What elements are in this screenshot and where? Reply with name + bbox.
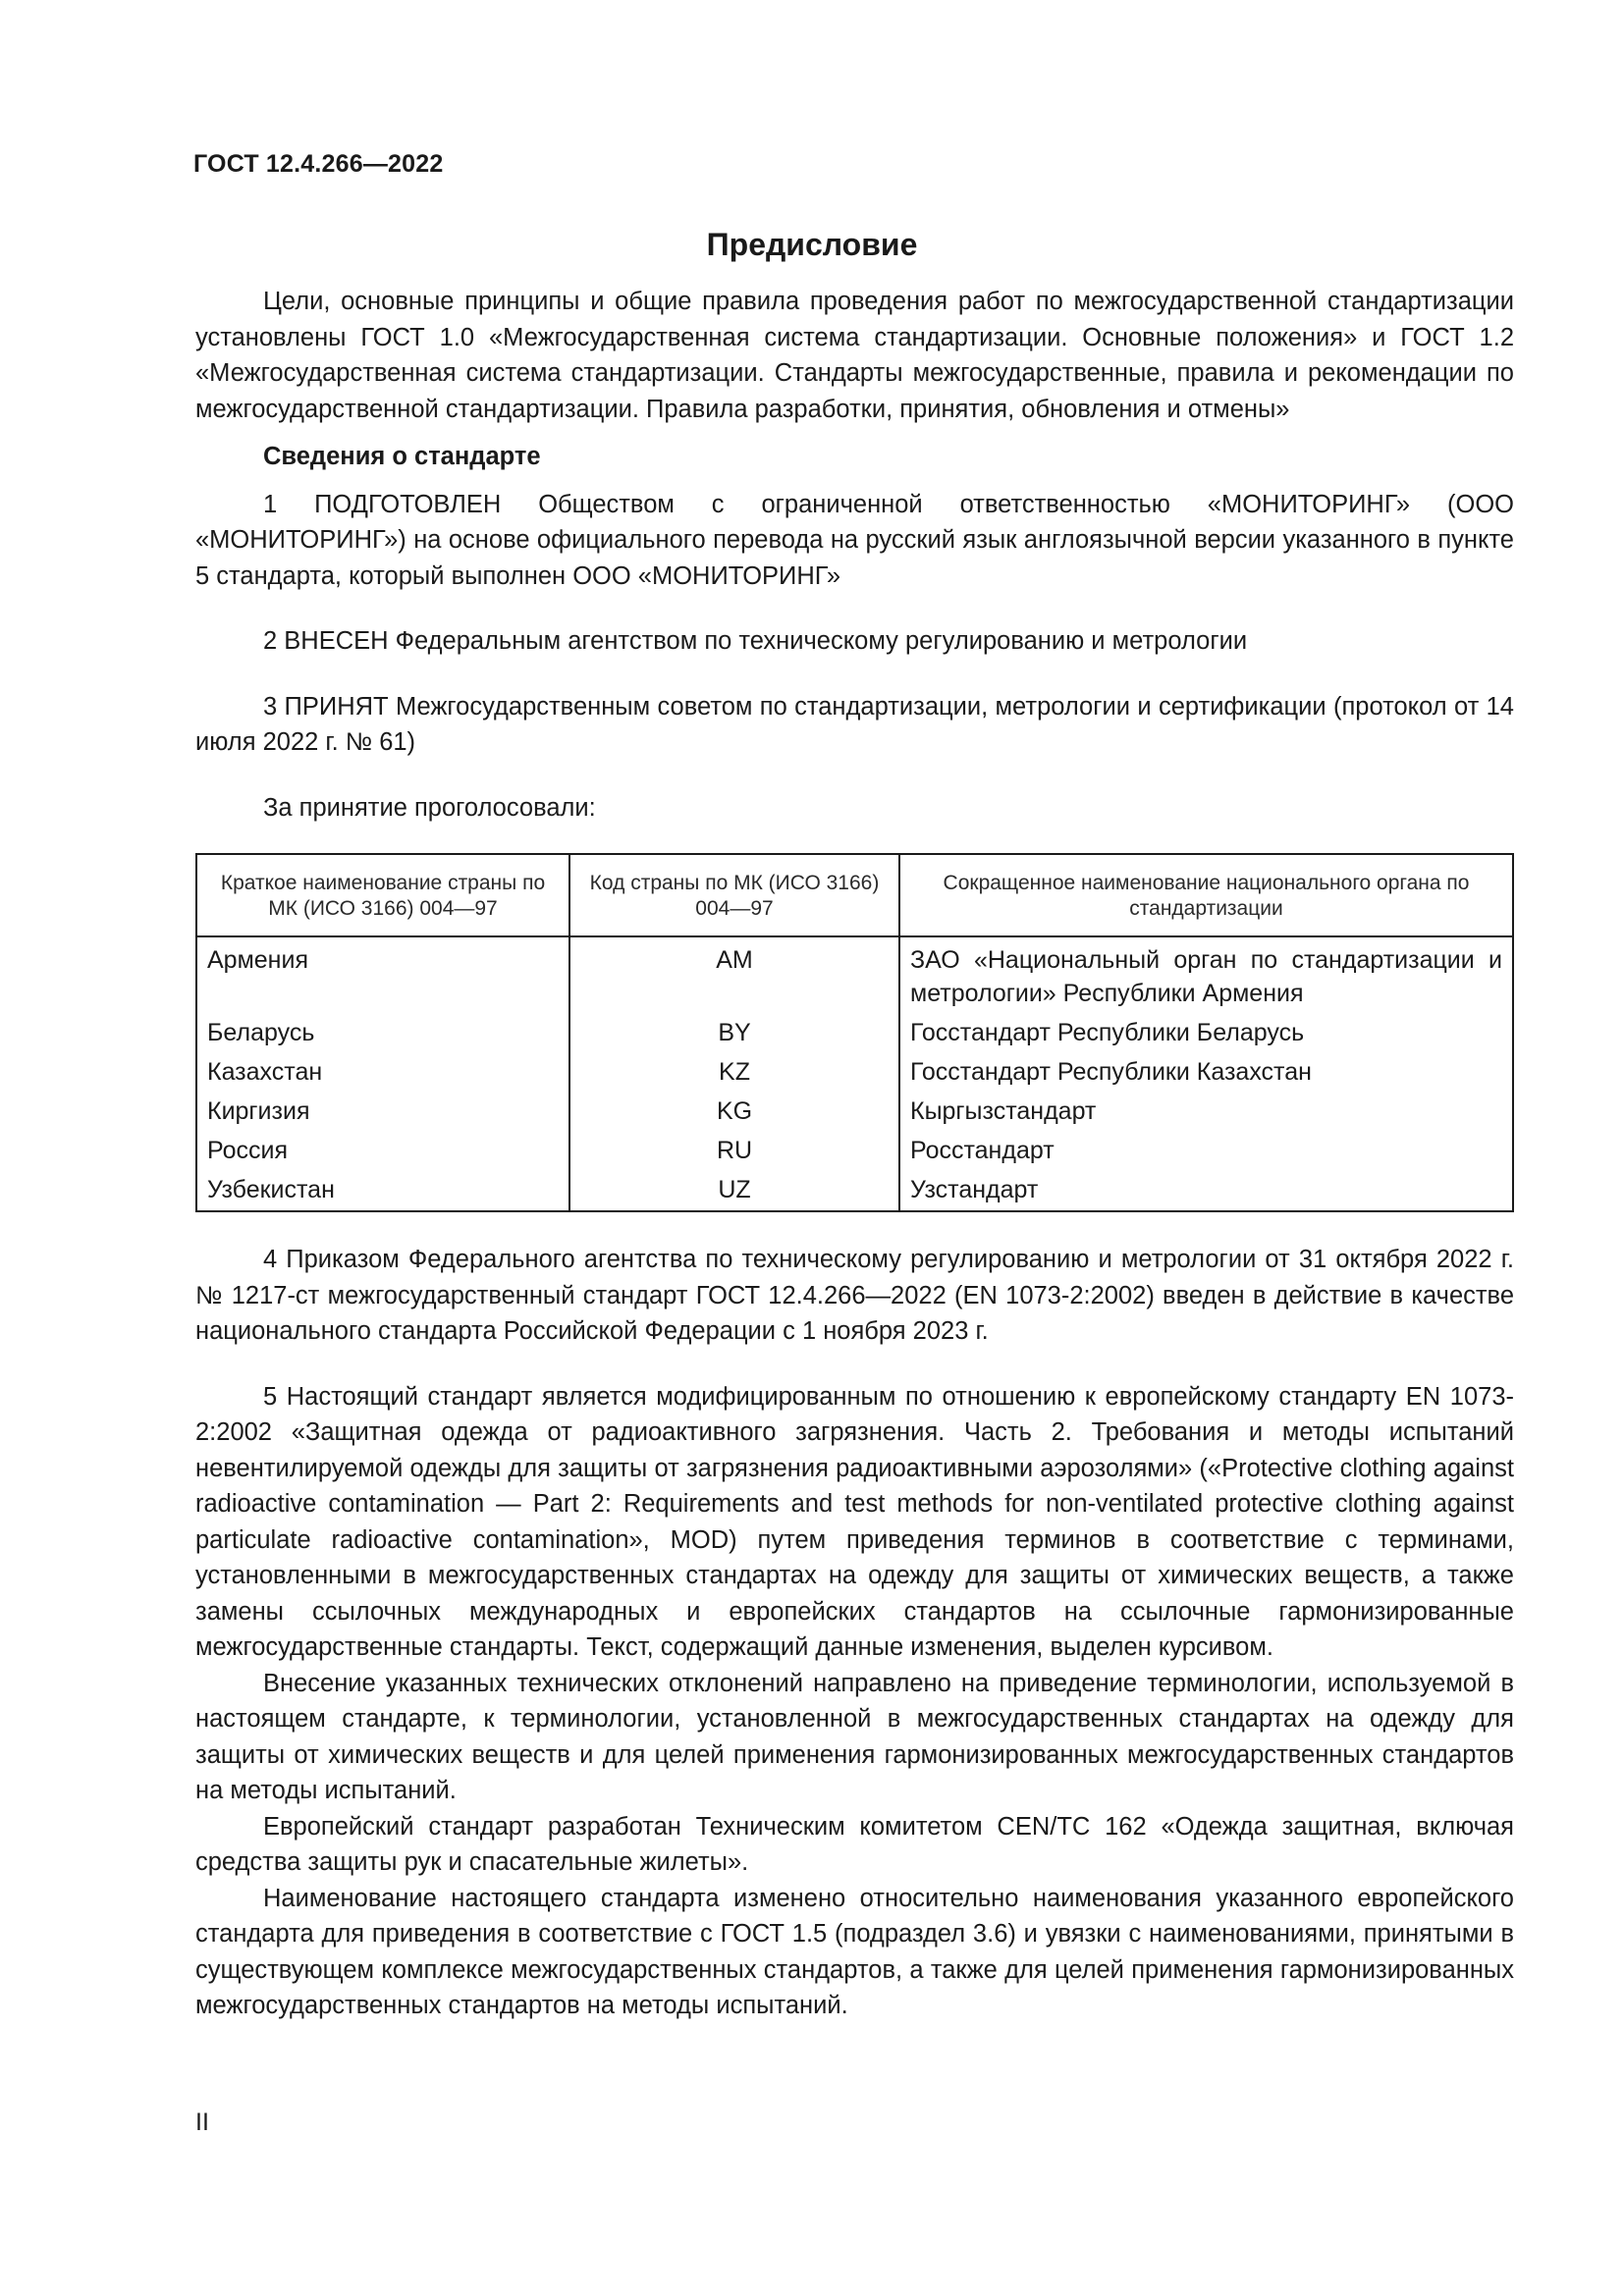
- page-title: Предисловие: [706, 227, 918, 262]
- item-4-paragraph: 4 Приказом Федерального агентства по техническому регулированию и метрологии от 31 октября 2022 г. № 1217-ст межгосударственный стандарт ГОСТ 12.4.266—2022 (EN 1073-2:2002) введен в действие в качестве национального стандарта Российской Федерации с 1 ноября 2023 г.: [195, 1246, 1514, 1345]
- section-subheading: Сведения о стандарте: [263, 443, 541, 470]
- table-row: [196, 1051, 1513, 1091]
- table-header-row: [196, 854, 1513, 936]
- code-cell: BY: [569, 1012, 899, 1051]
- document-code-header: ГОСТ 12.4.266—2022: [193, 150, 444, 178]
- standards-body-cell: Кыргызстандарт: [910, 1097, 1097, 1125]
- code-cell: KZ: [569, 1051, 899, 1091]
- header-country-code: Код страны по МК (ИСО 3166) 004—97: [569, 854, 899, 936]
- header-standards-body: Сокращенное наименование национального органа по стандартизации: [899, 854, 1513, 936]
- code-cell: KG: [569, 1091, 899, 1130]
- item-2-paragraph: 2 ВНЕСЕН Федеральным агентством по техническому регулированию и метрологии: [263, 627, 1248, 655]
- country-cell: Россия: [196, 1130, 569, 1169]
- item-5-paragraph-3: Европейский стандарт разработан Техническим комитетом CEN/TC 162 «Одежда защитная, включая средства защиты рук и спасательные жилеты».: [195, 1812, 1514, 1876]
- item-5-paragraph-4: Наименование настоящего стандарта изменено относительно наименования указанного европейского стандарта для приведения в соответствие с ГОСТ 1.5 (подраздел 3.6) и увязки с наименованиями, принятыми в существующем комплексе межгосударственных стандартов, а также для целей применения гармонизированных межгосударственных стандартов на методы испытаний.: [195, 1884, 1514, 2019]
- voting-table: [195, 853, 1514, 1212]
- table-row: [196, 936, 1513, 1012]
- table-row: [196, 1130, 1513, 1169]
- standards-body-cell: Узстандарт: [910, 1176, 1039, 1203]
- country-cell: Узбекистан: [196, 1169, 569, 1211]
- table-row: [196, 1012, 1513, 1051]
- code-cell: UZ: [569, 1169, 899, 1211]
- standards-body-cell: Госстандарт Республики Казахстан: [910, 1058, 1312, 1086]
- country-cell: Казахстан: [196, 1051, 569, 1091]
- code-cell: RU: [569, 1130, 899, 1169]
- standards-body-cell: Госстандарт Республики Беларусь: [910, 1019, 1305, 1046]
- country-cell: Киргизия: [196, 1091, 569, 1130]
- document-body: [195, 284, 1514, 2024]
- standards-body-cell: ЗАО «Национальный орган по стандартизации и метрологии» Республики Армения: [910, 946, 1502, 1007]
- item-3-paragraph: 3 ПРИНЯТ Межгосударственным советом по стандартизации, метрологии и сертификации (протокол от 14 июля 2022 г. № 61): [195, 692, 1514, 756]
- item-5-paragraph-2: Внесение указанных технических отклонений направлено на приведение терминологии, используемой в настоящем стандарте, к терминологии, установленной в межгосударственных стандартах на одежду для защиты от химических веществ и для целей применения гармонизированных межгосударственных стандартов на методы испытаний.: [195, 1669, 1514, 1804]
- voted-label: За принятие проголосовали:: [263, 793, 596, 822]
- country-cell: Беларусь: [196, 1012, 569, 1051]
- item-1-paragraph: 1 ПОДГОТОВЛЕН Обществом с ограниченной ответственностью «МОНИТОРИНГ» (ООО «МОНИТОРИНГ») на основе официального перевода на русский язык англоязычной версии указанного в пункте 5 стандарта, который выполнен ООО «МОНИТОРИНГ»: [195, 490, 1514, 590]
- code-cell: AM: [569, 936, 899, 1012]
- page-number: II: [195, 2109, 209, 2136]
- item-5-paragraph: 5 Настоящий стандарт является модифицированным по отношению к европейскому стандарту EN 1073-2:2002 «Защитная одежда от радиоактивного загрязнения. Часть 2. Требования и методы испытаний невентилируемой одежды для защиты от загрязнения радиоактивными аэрозолями» («Protective clothing against radioactive contamination — Part 2: Requirements and test methods for non-ventilated protective clothing against particulate radioactive contamination», MOD) путем приведения терминов в соответствие с терминами, установленными в межгосударственных стандартах на одежду для защиты от химических веществ, а также замены ссылочных международных и европейских стандартов на ссылочные гармонизированные межгосударственные стандарты. Текст, содержащий данные изменения, выделен курсивом.: [195, 1382, 1514, 1661]
- header-country-name: Краткое наименование страны по МК (ИСО 3166) 004—97: [196, 854, 569, 936]
- table-row: [196, 1091, 1513, 1130]
- intro-paragraph: Цели, основные принципы и общие правила проведения работ по межгосударственной стандартизации установлены ГОСТ 1.0 «Межгосударственная система стандартизации. Основные положения» и ГОСТ 1.2 «Межгосударственная система стандартизации. Стандарты межгосударственные, правила и рекомендации по межгосударственной стандартизации. Правила разработки, принятия, обновления и отмены»: [195, 288, 1514, 423]
- table-row: [196, 1169, 1513, 1211]
- country-cell: Армения: [196, 936, 569, 1012]
- standards-body-cell: Росстандарт: [910, 1137, 1055, 1164]
